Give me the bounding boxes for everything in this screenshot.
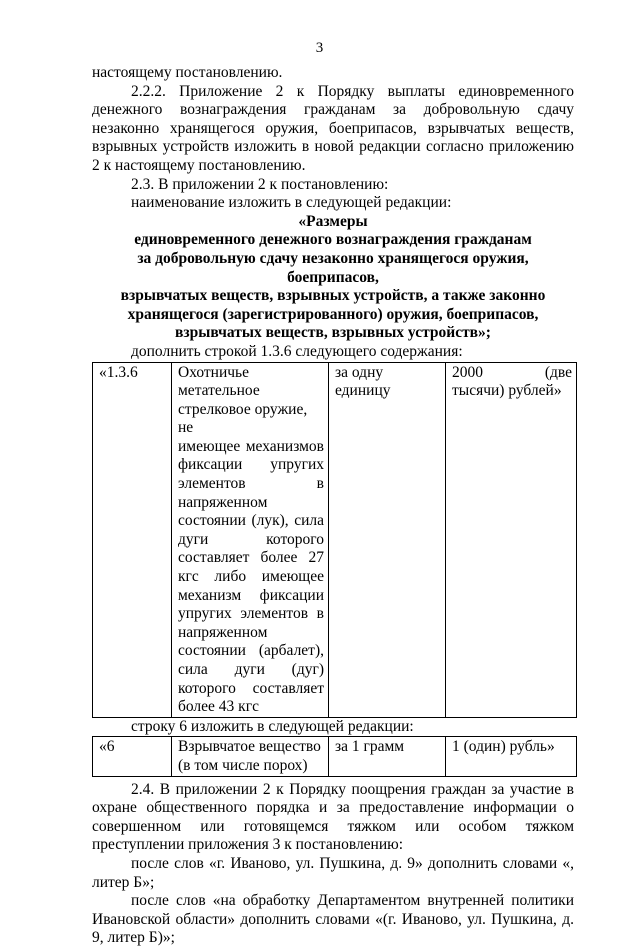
amount-line: 2000 (две [452, 363, 572, 381]
title-line-bold: взрывчатых веществ, взрывных устройств»; [175, 324, 491, 342]
desc-line: сила дуги (дуг) [178, 661, 324, 678]
paragraph-continuation: настоящему постановлению. [92, 64, 283, 81]
row-description [172, 362, 329, 717]
desc-line: упругих элементов в [178, 605, 324, 623]
desc-line: напряженном [178, 623, 268, 641]
row-amount [446, 362, 577, 717]
paragraph-2-4: 2.4. В приложении 2 к Порядку поощрения граждан за участие в охране общественного порядка и за предоставление информации о совершенном или готовящемся тяжком или особом тяжком преступлении приложения 3 к постановлению: [92, 780, 574, 854]
desc-line: элементов в [178, 475, 324, 493]
desc-line: напряженном [178, 493, 268, 511]
title-line: взрывчатых веществ, взрывных устройств, а также законно [120, 287, 546, 305]
row-number: «6 [93, 737, 172, 776]
desc-line: составляет более 27 [178, 549, 324, 567]
title-line: хранящегося (зарегистрированного) оружия, боеприпасов, [127, 305, 539, 323]
title-line [92, 324, 574, 343]
amount-line: тысячи) рублей» [452, 382, 562, 400]
row-unit: за 1 грамм [329, 737, 446, 776]
title-line: единовременного денежного вознаграждения гражданам [134, 231, 532, 249]
desc-line: (в том числе порох) [178, 756, 308, 774]
paragraph-after-words-1: после слов «г. Иваново, ул. Пушкина, д. 9» дополнить словами «, литер Б»; [92, 854, 574, 891]
paragraph-2-2-2: 2.2.2. Приложение 2 к Порядку выплаты единовременного денежного вознаграждения гражданам за добровольную сдачу незаконно хранящегося оружия, боеприпасов, взрывчатых веществ, взрывных устройств изложить в новой редакции согласно приложению 2 к настоящему постановлению. [92, 82, 574, 174]
table-row-1-3-6 [92, 362, 577, 718]
row-number: «1.3.6 [93, 362, 172, 717]
page-number: 3 [315, 40, 324, 56]
desc-line: Взрывчатое вещество [178, 738, 321, 756]
row-amount: 1 (один) рубль» [446, 737, 577, 776]
paragraph-2-3: 2.3. В приложении 2 к постановлению: [131, 175, 389, 193]
table-row [93, 737, 577, 776]
table-row [93, 362, 577, 717]
desc-line: более 43 кгс [178, 698, 259, 716]
paragraph-add-row: дополнить строкой 1.3.6 следующего содержания: [131, 342, 463, 360]
table-row-6 [92, 736, 577, 776]
desc-line: состоянии (лук), сила [178, 512, 324, 530]
title-line: «Размеры [298, 212, 368, 230]
desc-line: Охотничье [178, 363, 250, 381]
desc-line: механизм фиксации [178, 586, 324, 604]
document-body [92, 64, 574, 948]
desc-line: метательное [178, 382, 260, 400]
desc-line: которого составляет [178, 679, 324, 697]
desc-line: дуги которого [178, 530, 324, 548]
title-line: за добровольную сдачу незаконно хранящегося оружия, боеприпасов, [137, 249, 529, 286]
desc-line: кгс либо имеющее [178, 568, 324, 586]
row-unit: за одну единицу [329, 362, 446, 717]
new-title [92, 213, 574, 343]
desc-line: имеющее механизмов [178, 437, 324, 455]
paragraph-after-words-2: после слов «на обработку Департаментом внутренней политики Ивановской области» дополнить словами «(г. Иваново, ул. Пушкина, д. 9, литер Б)»; [92, 892, 574, 947]
desc-line: фиксации упругих [178, 456, 324, 474]
paragraph-row-6: строку 6 изложить в следующей редакции: [131, 717, 414, 735]
desc-line: состоянии (арбалет), [178, 642, 324, 660]
row-description [172, 737, 329, 776]
paragraph-name-change: наименование изложить в следующей редакции: [131, 194, 452, 212]
desc-line: стрелковое оружие, не [178, 400, 308, 437]
